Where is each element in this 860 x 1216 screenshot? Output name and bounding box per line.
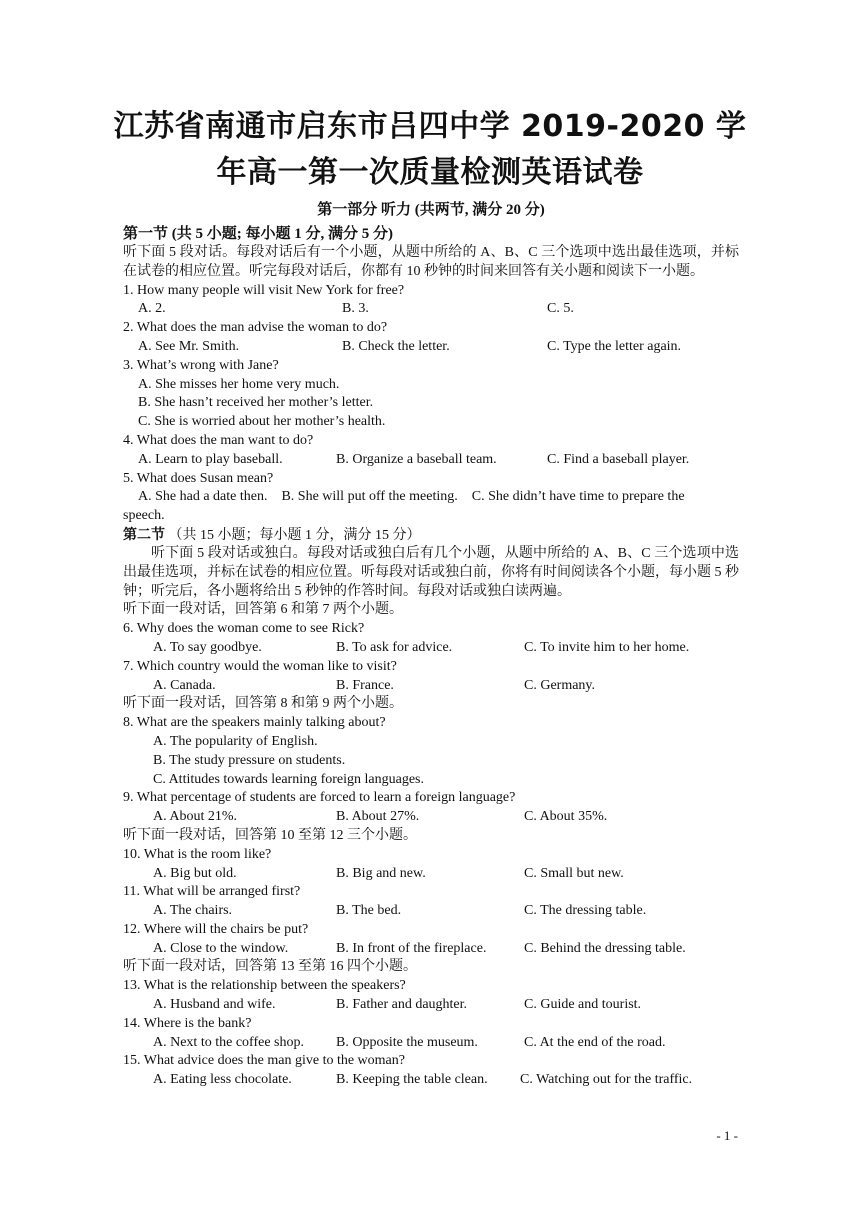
option-a: A. See Mr. Smith.: [138, 338, 240, 354]
question-2: 2. What does the man advise the woman to do?: [123, 320, 388, 336]
option-c: C. Guide and tourist.: [524, 997, 642, 1013]
option-a: A. Next to the coffee shop.: [153, 1034, 304, 1050]
option-b: B. Opposite the museum.: [336, 1034, 478, 1050]
listen-instruction-6-7: 听下面一段对话，回答第 6 和第 7 两个小题。: [123, 602, 403, 618]
listen-instruction-10-12: 听下面一段对话，回答第 10 至第 12 三个小题。: [123, 827, 417, 843]
question-10: 10. What is the room like?: [123, 846, 272, 862]
option-c: C. The dressing table.: [524, 903, 647, 919]
option-a: A. 2.: [138, 301, 166, 317]
option-a: A. Husband and wife.: [153, 997, 276, 1013]
option-b: B. Organize a baseball team.: [336, 451, 497, 467]
section-1-heading: 第一节 (共 5 小题; 每小题 1 分, 满分 5 分): [123, 226, 393, 242]
question-13: 13. What is the relationship between the speakers?: [123, 978, 406, 994]
question-7-options: [123, 677, 739, 696]
document-title: [80, 104, 780, 196]
option-b: B. To ask for advice.: [336, 639, 453, 655]
option-c: C. At the end of the road.: [524, 1034, 666, 1050]
question-1: 1. How many people will visit New York for free?: [123, 282, 405, 298]
option-c: C. Type the letter again.: [547, 338, 682, 354]
option-a: A. Close to the window.: [153, 940, 289, 956]
option-c: C. Behind the dressing table.: [524, 940, 686, 956]
option-c: C. Attitudes towards learning foreign languages.: [153, 771, 424, 787]
question-4: 4. What does the man want to do?: [123, 432, 314, 448]
option-b: B. Big and new.: [336, 865, 426, 881]
question-5: 5. What does Susan mean?: [123, 470, 274, 486]
question-14: 14. Where is the bank?: [123, 1015, 252, 1031]
question-15-options: [123, 1071, 739, 1090]
option-a: A. She misses her home very much.: [138, 376, 340, 392]
option-c: C. 5.: [547, 301, 574, 317]
option-b: B. Check the letter.: [342, 338, 450, 354]
option-a: A. The chairs.: [153, 903, 233, 919]
question-6: 6. Why does the woman come to see Rick?: [123, 621, 365, 637]
option-b: B. Father and daughter.: [336, 997, 468, 1013]
section-1-instructions: 听下面 5 段对话。每段对话后有一个小题，从题中所给的 A、B、C 三个选项中选出最佳选项，并标在试卷的相应位置。听完每段对话后，你都有 10 秒钟的时间来回答有关小题和阅读下一小题。: [123, 245, 739, 279]
exam-body: [123, 200, 739, 1090]
question-2-options: [123, 338, 739, 357]
question-13-options: [123, 996, 739, 1015]
question-5-options-cont: speech.: [123, 508, 165, 524]
question-14-options: [123, 1034, 739, 1053]
option-b: B. France.: [336, 677, 394, 693]
title-line-2: 年高一第一次质量检测英语试卷: [216, 155, 644, 190]
option-b: B. About 27%.: [336, 809, 420, 825]
option-a: A. Learn to play baseball.: [138, 451, 283, 467]
section-2-heading: [123, 526, 739, 545]
page-number: - 1 -: [716, 1128, 738, 1143]
question-11-options: [123, 902, 739, 921]
option-b: B. Keeping the table clean.: [336, 1072, 488, 1088]
title-line-1: 江苏省南通市启东市吕四中学 2019-2020 学: [113, 109, 747, 144]
listen-instruction-13-16: 听下面一段对话，回答第 13 至第 16 四个小题。: [123, 959, 417, 975]
option-c: C. Watching out for the traffic.: [520, 1072, 693, 1088]
question-15: 15. What advice does the man give to the woman?: [123, 1053, 405, 1069]
option-c: C. About 35%.: [524, 809, 608, 825]
question-8: 8. What are the speakers mainly talking about?: [123, 715, 386, 731]
option-b: B. In front of the fireplace.: [336, 940, 487, 956]
question-4-options: [123, 451, 739, 470]
option-a: A. Big but old.: [153, 865, 237, 881]
option-b: B. She hasn’t received her mother’s letter.: [138, 395, 374, 411]
option-c: C. She is worried about her mother’s health.: [138, 414, 386, 430]
listen-instruction-8-9: 听下面一段对话，回答第 8 和第 9 两个小题。: [123, 696, 403, 712]
question-6-options: [123, 639, 739, 658]
question-7: 7. Which country would the woman like to visit?: [123, 658, 397, 674]
question-9: 9. What percentage of students are forced to learn a foreign language?: [123, 790, 516, 806]
question-11: 11. What will be arranged first?: [123, 884, 301, 900]
question-10-options: [123, 865, 739, 884]
option-a: A. The popularity of English.: [153, 733, 318, 749]
option-a: A. About 21%.: [153, 809, 237, 825]
option-a: A. Canada.: [153, 677, 216, 693]
question-12-options: [123, 940, 739, 959]
question-3: 3. What’s wrong with Jane?: [123, 357, 279, 373]
question-12: 12. Where will the chairs be put?: [123, 921, 309, 937]
option-c: C. To invite him to her home.: [524, 639, 690, 655]
question-9-options: [123, 808, 739, 827]
option-b: B. 3.: [342, 301, 369, 317]
option-c: C. Small but new.: [524, 865, 624, 881]
option-b: B. The bed.: [336, 903, 402, 919]
part-heading: 第一部分 听力 (共两节, 满分 20 分): [317, 202, 545, 218]
section-2-scoring: （共 15 小题；每小题 1 分，满分 15 分）: [168, 527, 421, 543]
section-2-label: 第二节: [123, 527, 165, 543]
question-5-options: A. She had a date then. B. She will put off the meeting. C. She didn’t have time to prepare the: [138, 489, 685, 505]
section-2-instructions: 听下面 5 段对话或独白。每段对话或独白后有几个小题，从题中所给的 A、B、C 三个选项中选出最佳选项，并标在试卷的相应位置。听每段对话或独白前，你将有时间阅读各个小题，每小题 5 秒钟；听完后，各小题将给出 5 秒钟的作答时间。每段对话或独白读两遍。: [123, 545, 739, 599]
option-a: A. To say goodbye.: [153, 639, 262, 655]
option-c: C. Find a baseball player.: [547, 451, 690, 467]
option-b: B. The study pressure on students.: [153, 752, 346, 768]
option-a: A. Eating less chocolate.: [153, 1072, 292, 1088]
option-c: C. Germany.: [524, 677, 596, 693]
question-1-options: [123, 300, 739, 319]
